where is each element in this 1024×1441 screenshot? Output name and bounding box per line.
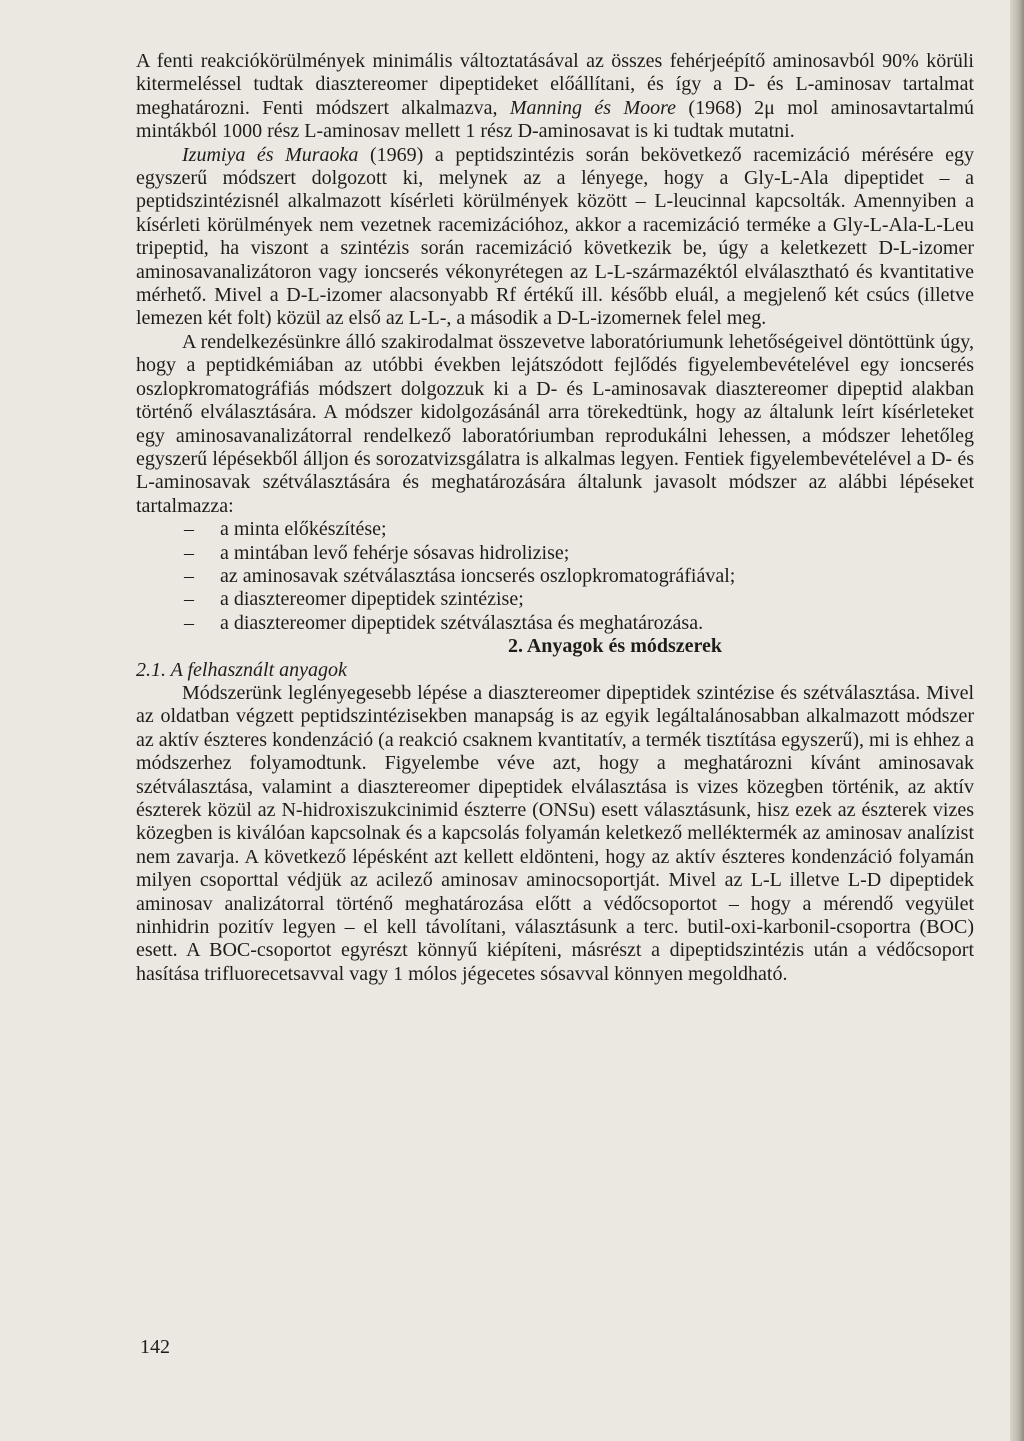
paragraph-4: Módszerünk leglényegesebb lépése a diasztereomer dipeptidek szintézise és szétválasztása. Mivel az oldatban végzett peptidszintézisekben manapság is az egyik legáltalánosabban alkalmazott módszer az aktív észteres kondenzáció (a reakció csaknem kvantitatív, a termék tisztítása egyszerű), mi is ehhez a módszerhez folyamodtunk. Figyelembe véve azt, hogy a meghatározni kívánt aminosavak szétválasztása, valamint a diasztereomer dipeptidek elválasztása is vizes közegben történik, az aktív észterek közül az N-hidroxiszukcinimid észterre (ONSu) esett választásunk, hisz ezek az észterek vizes közegben is kiválóan kapcsolnak és a kapcsolás folyamán keletkező melléktermék az aminosav analízist nem zavarja. A következő lépésként azt kellett eldönteni, hogy az aktív észteres kondenzáció folyamán milyen csoporttal védjük az acilező aminosav aminocsoportját. Mivel az L-L illetve L-D dipeptidek aminosav analizátorral történő meghatározása előtt a védőcsoportot – hogy a mérendő vegyület ninhidrin pozitív legyen – el kell távolítani, választásunk a terc. butil-oxi-karbonil-csoportra (BOC) esett. A BOC-csoportot egyrészt könnyű kiépíteni, másrészt a dipeptidszintézis után a védőcsoport hasítása trifluorecetsavval vagy 1 mólos jégecetes sósavval könnyen megoldható. [136,681,974,985]
steps-list [136,518,974,635]
page-number: 142 [140,1336,170,1358]
list-dash: – [184,541,194,564]
list-item [136,518,974,541]
list-item-text: a diasztereomer dipeptidek szintézise; [220,588,524,611]
list-item-text: az aminosavak szétválasztása ioncserés oszlopkromatográfiával; [220,564,736,587]
citation-authors-2: Izumiya és Muraoka [182,143,359,166]
paragraph-2 [136,144,974,331]
list-dash: – [184,588,194,611]
list-dash: – [184,611,194,634]
subsection-title: 2.1. A felhasznált anyagok [136,658,347,681]
page-edge-shadow [1010,0,1024,1441]
list-item-text: a minta előkészítése; [220,518,387,541]
list-item-text: a mintában levő fehérje sósavas hidrolizise; [220,541,570,564]
list-item-text: a diasztereomer dipeptidek szétválasztása és meghatározása. [220,611,704,634]
list-item [136,588,974,611]
paragraph-1-text: A fenti reakciókörülmények minimális változtatásával az összes fehérjeépítő aminosavból 90% körüli kitermeléssel tudtak diasztereomer dipeptideket előállítani, és így a D- és L-aminosav tartalmat meghatározni. Fenti módszert alkalmazva, [136,50,974,119]
body-text [136,50,974,986]
section-title: 2. Anyagok és módszerek [507,635,723,658]
paragraph-1 [136,50,974,144]
list-item [136,542,974,565]
list-item [136,612,974,635]
citation-authors-1: Manning és Moore [509,96,677,119]
list-item [136,565,974,588]
list-dash: – [184,564,194,587]
paragraph-2-text: (1969) a peptidszintézis során bekövetkező racemizáció mérésére egy egyszerű módszert dolgozott ki, melynek az a lényege, hogy a Gly-L-Ala dipeptidet – a peptidszintézisnél alkalmazott kísérleti körülmények között – L-leucinnal kapcsolták. Amennyiben a kísérleti körülmények nem vezetnek racemizációhoz, akkor a racemizáció terméke a Gly-L-Ala-L-Leu tripeptid, ha viszont a szintézis során racemizáció következik be, úgy a keletkezett D-L-izomer aminosavanalizátoron vagy ioncserés vékonyrétegen az L-L-származéktól elválasztható és kvantitative mérhető. Mivel a D-L-izomer alacsonyabb Rf értékű ill. később eluál, a megjelenő két csúcs (illetve lemezen két folt) közül az első az L-L-, a második a D-L-izomernek felel meg. [136,143,975,330]
list-dash: – [184,518,194,541]
paragraph-3: A rendelkezésünkre álló szakirodalmat összevetve laboratóriumunk lehetőségeivel döntöttünk úgy, hogy a peptidkémiában az utóbbi években lejátszódott fejlődés figyelembevételével egy ioncserés oszlopkromatográfiás módszert dolgozzuk ki a D- és L-aminosavak diasztereomer dipeptid alakban történő elválasztására. A módszer kidolgozásánál arra törekedtünk, hogy az általunk leírt kísérleteket egy aminosavanalizátorral rendelkező laboratóriumban reprodukálni lehessen, a módszer lehetőleg egyszerű lépésekből álljon és sorozatvizsgálatra is alkalmas legyen. Fentiek figyelembevételével a D- és L-aminosavak szétválasztására és meghatározására általunk javasolt módszer az alábbi lépéseket tartalmazza: [136,330,974,517]
paragraph-1-rest: (1968) 2μ mol aminosavtartalmú mintákból 1000 rész L-aminosav mellett 1 rész D-aminosavat is ki tudtak mutatni. [136,96,974,143]
